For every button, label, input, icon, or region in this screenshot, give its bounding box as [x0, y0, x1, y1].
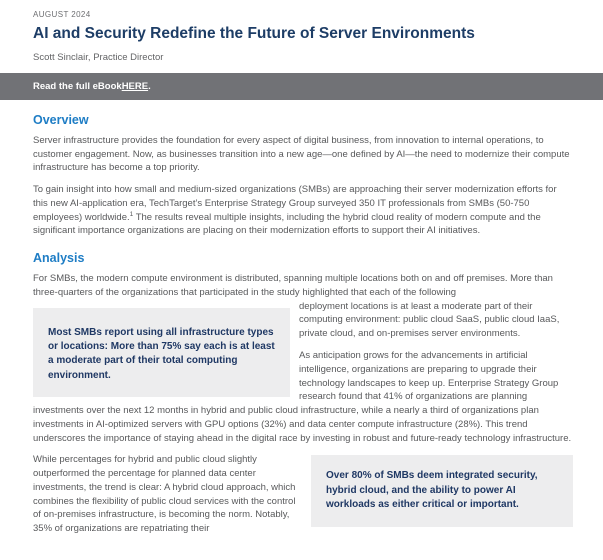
footnote-marker: 1 — [129, 210, 134, 218]
overview-paragraph-1: Server infrastructure provides the foundation for every aspect of digital business, from innovation to internal operations, to customer engagement. Now, as businesses transition into a new age—one defined by AI—the need to modernize their compute infrastructure has become a top priority. — [33, 134, 570, 174]
ebook-banner — [0, 73, 603, 100]
analysis-paragraph-2: As anticipation grows for the advancements in artificial intelligence, organizations are preparing to upgrade their technology landscapes to keep up. Enterprise Strategy Group research found that 41% of organizations are planning investments over the next 12 months in hybrid and public cloud infrastructure, while a nearly a third of organizations plan investments in AI-optimized servers with GPU options (32%) and data center compute infrastructure (28%). This trend underscores the importance of staying ahead in the digital race by investing in robust and future-ready technology infrastructure. — [33, 350, 572, 444]
ebook-banner-text: Read the full eBook — [33, 80, 122, 92]
analysis-heading: Analysis — [33, 251, 85, 266]
analysis-wrap-zone-2 — [33, 453, 573, 544]
overview-paragraph-2 — [33, 183, 573, 238]
analysis-paragraph-1-continued: deployment locations is at least a moderate part of their computing environment: public cloud SaaS, public cloud IaaS, private cloud, and on-premises server environments. — [299, 300, 560, 340]
ebook-banner-suffix: . — [148, 80, 151, 92]
analysis-wrap-zone-1 — [33, 300, 573, 454]
analysis-paragraph-3: While percentages for hybrid and public cloud slightly outperformed the percentage for planned data center investments, the trend is clear: A hybrid cloud approach, which combines the flexibility of public cloud services with the control of on-premises infrastructure, is becoming the norm. Notably, 35% of organizations are repatriating their — [33, 454, 296, 535]
article-body — [0, 113, 603, 544]
ebook-here-link[interactable]: HERE — [121, 80, 149, 92]
analysis-paragraph-1-lead: For SMBs, the modern compute environment is distributed, spanning multiple locations both on and off premises. More than three-quarters of the organizations that participated in the study highlighted that each of the following — [33, 273, 553, 298]
author-byline: Scott Sinclair, Practice Director — [33, 51, 164, 63]
overview-paragraph-2-continued: The results reveal multiple insights, including the hybrid cloud reality of modern compute and the significant importance organizations are placing on their modernization efforts to support their AI initiatives. — [33, 211, 541, 237]
article-title: AI and Security Redefine the Future of Server Environments — [33, 25, 475, 42]
overview-heading: Overview — [33, 112, 89, 127]
callout-box-infrastructure: Most SMBs report using all infrastructure types or locations: More than 75% say each is at least a moderate part of their total computing environment. — [33, 308, 290, 398]
issue-date: AUGUST 2024 — [33, 10, 91, 19]
callout-box-security: Over 80% of SMBs deem integrated security, hybrid cloud, and the ability to power AI workloads as either critical or important. — [311, 455, 573, 526]
overview-paragraph-2-text: To gain insight into how small and medium-sized organizations (SMBs) are approaching their server modernization efforts for this new AI-application era, TechTarget’s Enterprise Strategy Group surveyed 350 IT professionals from SMBs (50-750 employees) worldwide. — [33, 184, 557, 223]
article-header — [0, 0, 603, 63]
